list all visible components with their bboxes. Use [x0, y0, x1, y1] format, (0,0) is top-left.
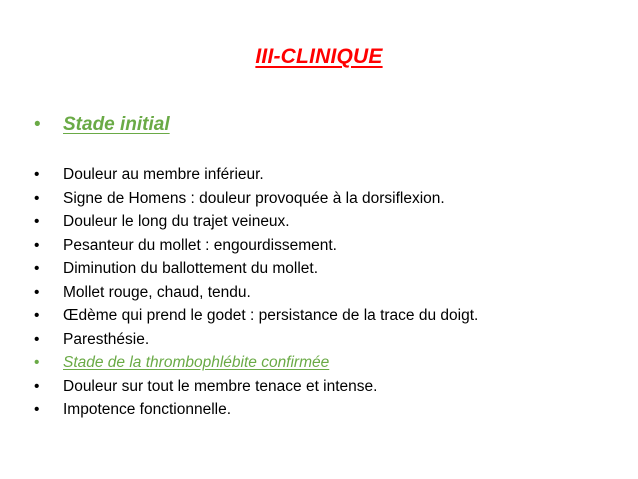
section-heading-text: Stade de la thrombophlébite confirmée — [63, 354, 330, 371]
list-item — [34, 401, 478, 425]
list-item — [34, 213, 478, 237]
section-heading-text: Stade initial — [63, 114, 170, 135]
bullet-icon: • — [34, 189, 40, 207]
list-item — [34, 284, 478, 308]
bullet-icon: • — [34, 377, 40, 395]
list-item — [34, 260, 478, 284]
slide-title: III-CLINIQUE — [255, 45, 383, 68]
list-item — [34, 378, 478, 402]
bullet-icon: • — [34, 354, 40, 371]
bullet-icon: • — [34, 236, 40, 254]
bullet-icon: • — [34, 213, 40, 230]
section-heading-stade-confirmee — [34, 354, 478, 378]
bullet-icon: • — [34, 114, 41, 135]
list-item-text: Diminution du ballottement du mollet. — [63, 260, 319, 277]
symptom-list — [34, 166, 478, 425]
list-item — [34, 331, 478, 355]
list-item-text: Pesanteur du mollet : engourdissement. — [63, 236, 337, 254]
list-item — [34, 166, 478, 190]
list-item-text: Douleur au membre inférieur. — [63, 166, 264, 183]
list-item-text: Douleur le long du trajet veineux. — [63, 213, 290, 230]
section-heading-stade-initial — [34, 114, 170, 136]
list-item — [34, 307, 478, 331]
list-item — [34, 237, 478, 261]
list-item-text: Signe de Homens : douleur provoquée à la dorsiflexion. — [63, 189, 445, 207]
bullet-icon: • — [34, 283, 40, 301]
list-item-text: Mollet rouge, chaud, tendu. — [63, 283, 251, 301]
list-item-text: Paresthésie. — [63, 330, 150, 348]
bullet-icon: • — [34, 401, 40, 418]
bullet-icon: • — [34, 330, 40, 348]
bullet-icon: • — [34, 307, 40, 324]
list-item-text: Œdème qui prend le godet : persistance de la trace du doigt. — [63, 307, 479, 324]
list-item — [34, 190, 478, 214]
bullet-icon: • — [34, 260, 40, 277]
bullet-icon: • — [34, 166, 40, 183]
list-item-text: Douleur sur tout le membre tenace et intense. — [63, 377, 378, 395]
list-item-text: Impotence fonctionnelle. — [63, 401, 232, 418]
